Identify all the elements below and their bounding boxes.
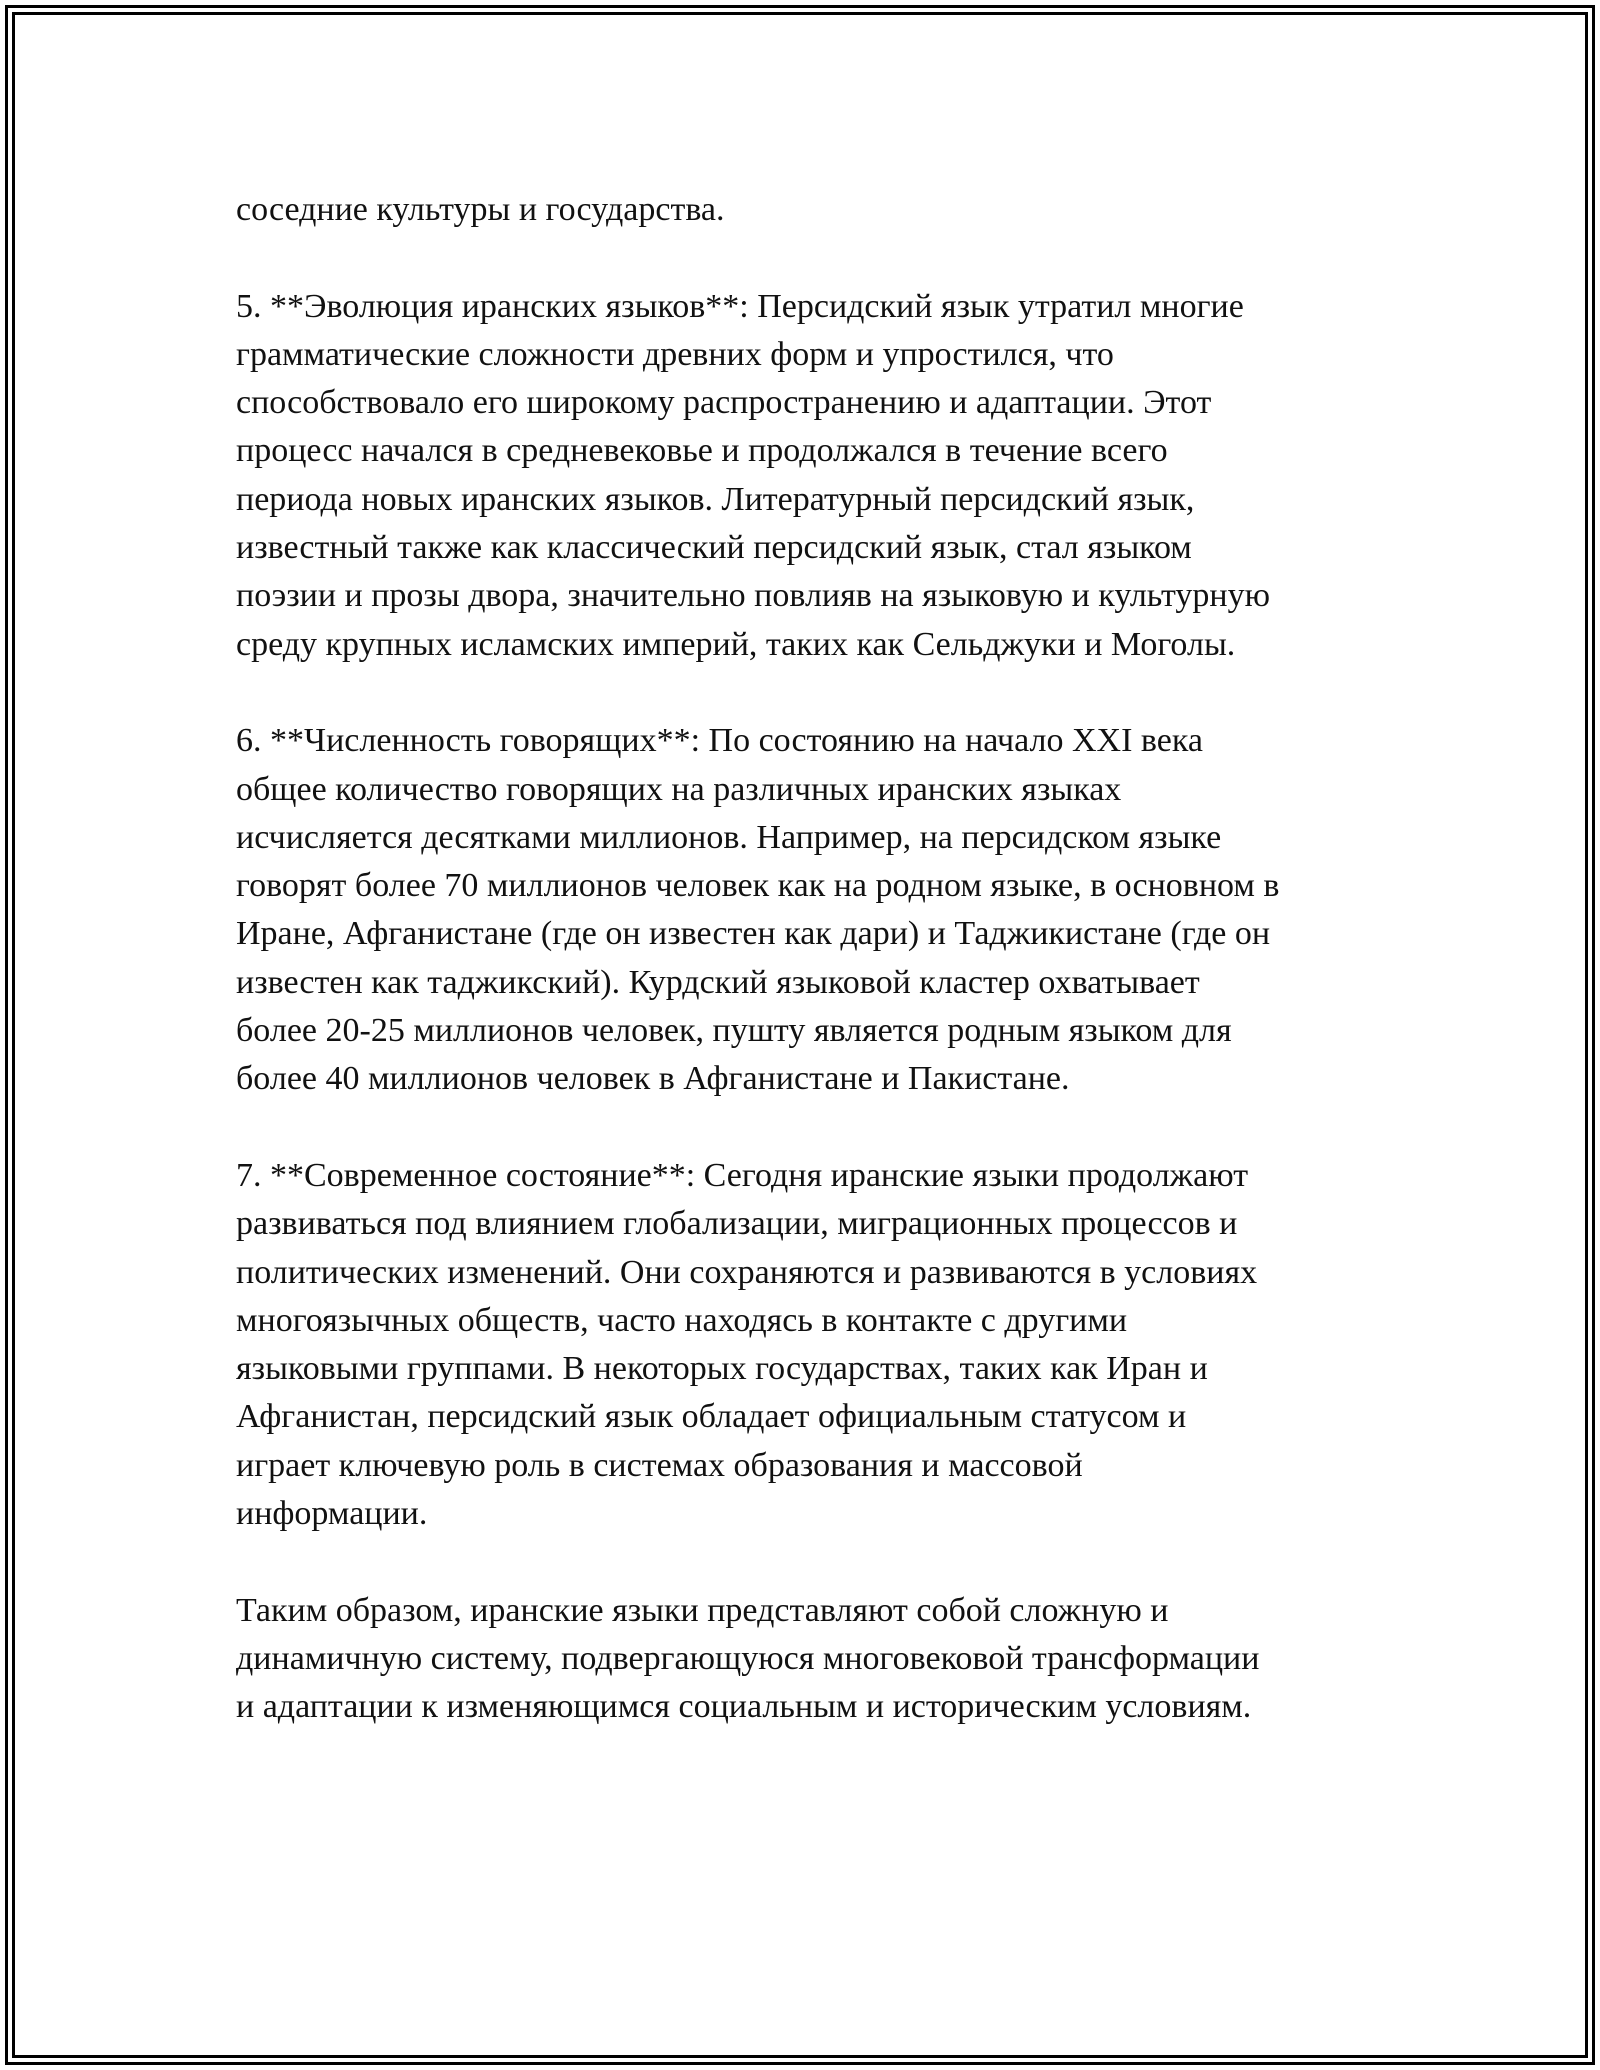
paragraph-speakers: 6. **Численность говорящих**: По состоянию на начало XXI века общее количество говорящих на различных иранских языках исчисляется десятками миллионов. Например, на персидском языке говорят более 70 миллионов человек как на родном языке, в основном в Иране, Афганистане (где он известен как дари) и Таджикистане (где он известен как таджикский). Курдский языковой кластер охватывает более 20-25 миллионов человек, пушту является родным языком для более 40 миллионов человек в Афганистане и Пакистане. — [236, 722, 1280, 1098]
paragraph-continuation: соседние культуры и государства. — [236, 191, 725, 228]
paragraph-modern-state: 7. **Современное состояние**: Сегодня иранские языки продолжают развиваться под влиянием глобализации, миграционных процессов и политических изменений. Они сохраняются и развиваются в условиях многоязычных обществ, часто находясь в контакте с другими языковыми группами. В некоторых государствах, таких как Иран и Афганистан, персидский язык обладает официальным статусом и играет ключевую роль в системах образования и массовой информации. — [236, 1156, 1258, 1533]
paragraph-conclusion: Таким образом, иранские языки представляют собой сложную и динамичную систему, подвергающуюся многовековой трансформации и адаптации к изменяющимся социальным и историческим условиям. — [236, 1591, 1260, 1726]
document-body — [236, 186, 1376, 1780]
paragraph-evolution: 5. **Эволюция иранских языков**: Персидский язык утратил многие грамматические сложности древних форм и упростился, что способствовало его широкому распространению и адаптации. Этот процесс начался в средневековье и продолжался в течение всего периода новых иранских языков. Литературный персидский язык, известный также как классический персидский язык, стал языком поэзии и прозы двора, значительно повлияв на языковую и культурную среду крупных исламских империй, таких как Сельджуки и Моголы. — [236, 287, 1271, 663]
